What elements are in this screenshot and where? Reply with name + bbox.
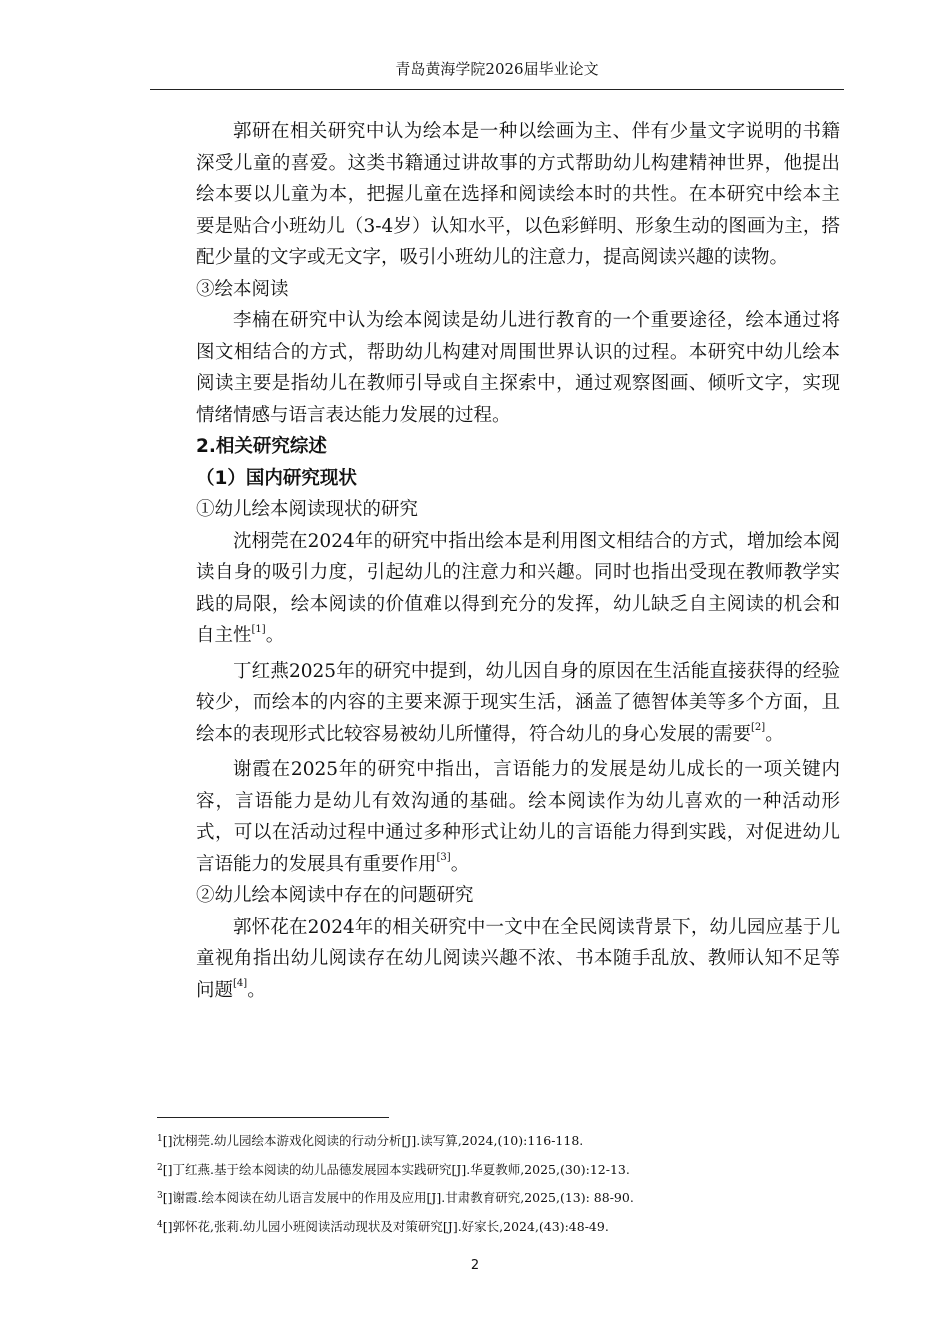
citation-1: [1] (251, 623, 266, 635)
paragraph-xie (196, 754, 840, 880)
page-header-title: 青岛黄海学院2026届毕业论文 (395, 60, 599, 78)
period: 。 (450, 853, 470, 875)
paragraph-reading-definition: 李楠在研究中认为绘本阅读是幼儿进行教育的一个重要途径，绘本通过将图文相结合的方式，帮助幼儿构建对周围世界认识的过程。本研究中幼儿绘本阅读主要是指幼儿在教师引导或自主探索中，通过观察图画、倾听文字，实现情绪情感与语言表达能力发展的过程。 (196, 310, 840, 426)
footnote-1 (157, 1128, 857, 1157)
paragraph-picture-book-definition: 郭研在相关研究中认为绘本是一种以绘画为主、伴有少量文字说明的书籍深受儿童的喜爱。这类书籍通过讲故事的方式帮助幼儿构建精神世界，他提出绘本要以儿童为本，把握儿童在选择和阅读绘本时的共性。在本研究中绘本主要是贴合小班幼儿（3-4岁）认知水平，以色彩鲜明、形象生动的图画为主，搭配少量的文字或无文字，吸引小班幼儿的注意力，提高阅读兴趣的读物。 (196, 121, 840, 268)
footnote-mark: 3 (157, 1191, 163, 1201)
period: 。 (765, 723, 784, 745)
main-body (196, 116, 840, 1006)
footnote-4 (157, 1214, 857, 1243)
period: 。 (265, 625, 285, 646)
footnotes (157, 1128, 857, 1242)
subheading-reading-problems: ②幼儿绘本阅读中存在的问题研究 (196, 885, 474, 906)
citation-3: [3] (436, 852, 451, 864)
header-rule (150, 89, 844, 90)
footnote-mark: 2 (157, 1162, 163, 1173)
citation-4: [4] (233, 978, 248, 990)
paragraph-ding-text: 丁红燕2025年的研究中提到，幼儿因自身的原因在生活能直接获得的经验较少，而绘本的内容的主要来源于现实生活，涵盖了德智体美等多个方面，且绘本的表现形式比较容易被幼儿所懂得，符合幼儿的身心发展的需要 (196, 660, 840, 745)
paragraph-guo-text: 郭怀花在2024年的相关研究中一文中在全民阅读背景下，幼儿园应基于儿童视角指出幼儿阅读存在幼儿阅读兴趣不浓、书本随手乱放、教师认知不足等问题 (196, 916, 840, 1001)
paragraph-xie-text: 谢霞在2025年的研究中指出，言语能力的发展是幼儿成长的一项关键内容，言语能力是幼儿有效沟通的基础。绘本阅读作为幼儿喜欢的一种活动形式，可以在活动过程中通过多种形式让幼儿的言语能力得到实践，对促进幼儿言语能力的发展具有重要作用 (196, 759, 840, 875)
citation-2: [2] (751, 722, 766, 734)
footnote-text: []谢霞.绘本阅读在幼儿语言发展中的作用及应用[J].甘肃教育研究,2025,(13): 88-90. (162, 1190, 634, 1205)
page-number: 2 (470, 1258, 480, 1273)
footnote-text: []丁红燕.基于绘本阅读的幼儿品德发展园本实践研究[J].华夏教师,2025,(30):12-13. (162, 1161, 630, 1177)
footnote-mark: 4 (157, 1219, 163, 1230)
footnote-text: []沈栩莞.幼儿园绘本游戏化阅读的行动分析[J].读写算,2024,(10):116-118. (162, 1133, 584, 1148)
footnote-mark: 1 (157, 1134, 163, 1144)
subheading-picture-book-reading: ③绘本阅读 (196, 278, 289, 300)
period: 。 (247, 979, 266, 1001)
section-heading-literature-review: 2.相关研究综述 (196, 436, 327, 457)
footnote-rule (157, 1117, 389, 1118)
paragraph-ding (196, 656, 840, 751)
paragraph-shen-text: 沈栩莞在2024年的研究中指出绘本是利用图文相结合的方式，增加绘本阅读自身的吸引力度，引起幼儿的注意力和兴趣。同时也指出受现在教师教学实践的局限，绘本阅读的价值难以得到充分的发挥，幼儿缺乏自主阅读的机会和自主性 (196, 530, 840, 646)
subheading-reading-status: ①幼儿绘本阅读现状的研究 (196, 499, 419, 520)
footnote-2 (157, 1157, 857, 1186)
footnote-text: []郭怀花,张莉.幼儿园小班阅读活动现状及对策研究[J].好家长,2024,(43):48-49. (162, 1218, 609, 1234)
footnote-3 (157, 1185, 857, 1214)
paragraph-shen (196, 526, 840, 652)
subsection-heading-domestic-research: （1）国内研究现状 (196, 467, 357, 489)
paragraph-guo (196, 912, 840, 1007)
